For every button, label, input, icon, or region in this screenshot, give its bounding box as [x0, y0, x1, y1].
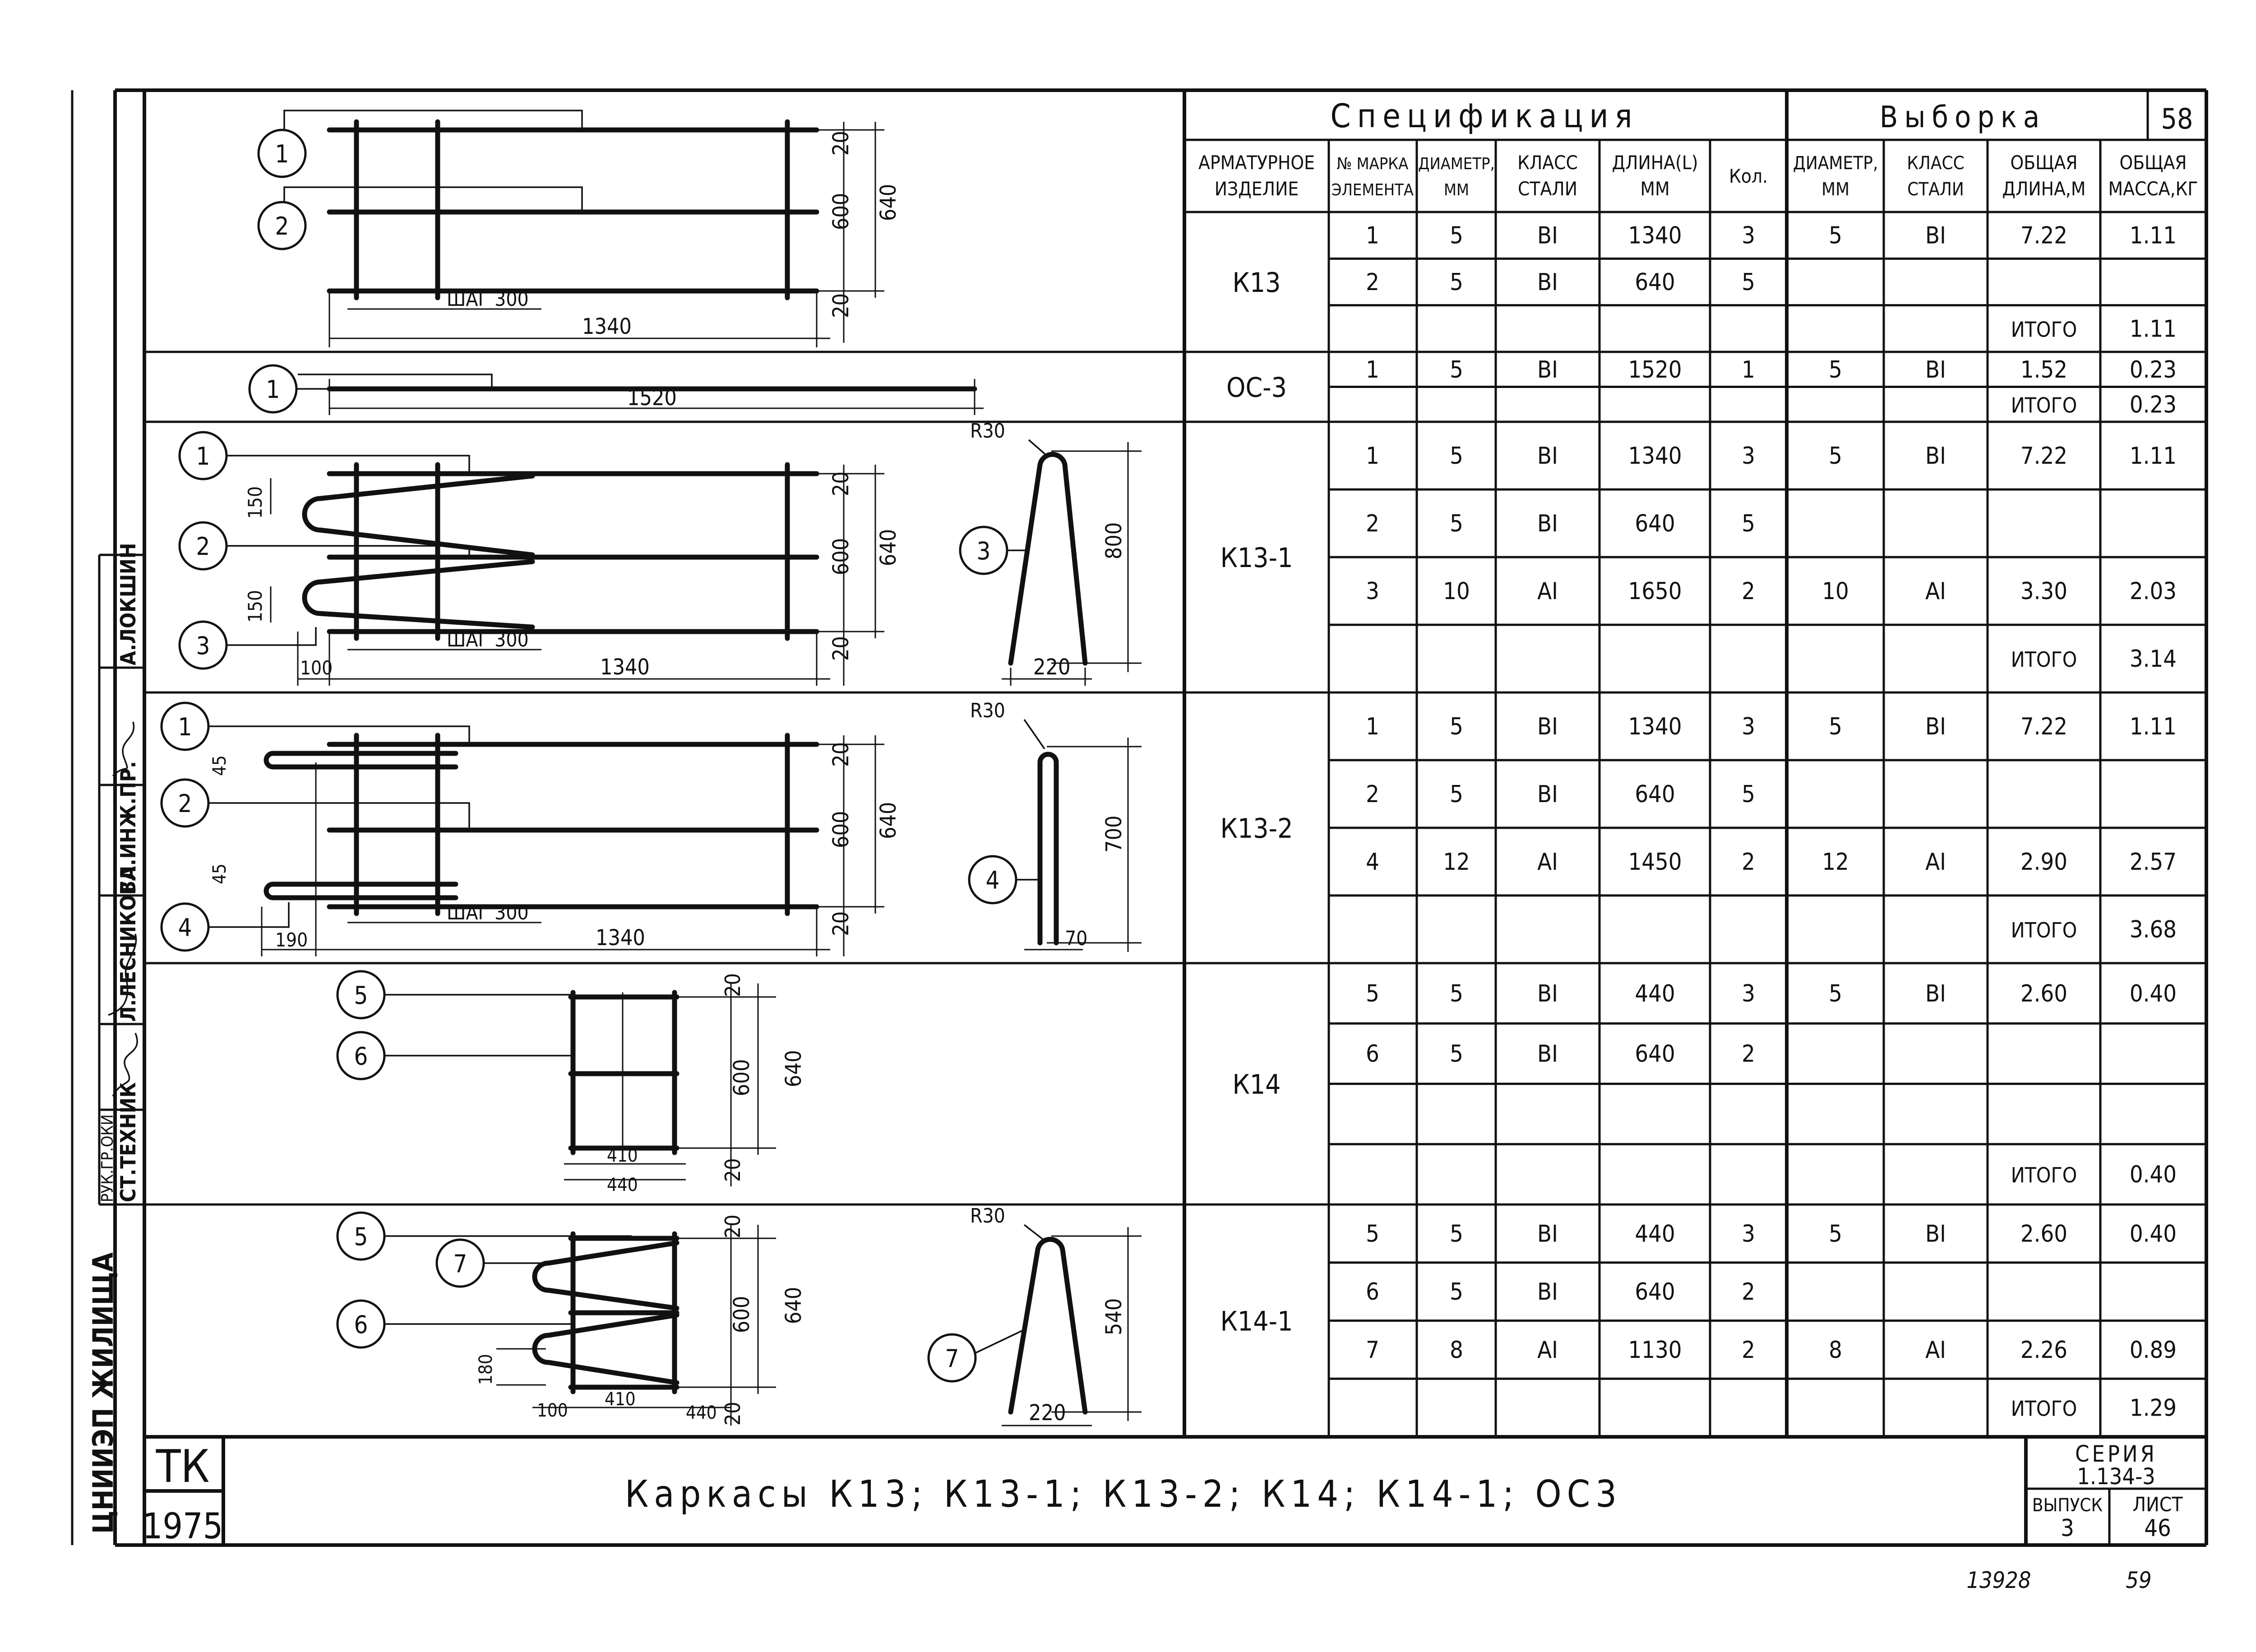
cell-5-0-s_mass: 0.40	[2129, 1220, 2177, 1248]
cell-3-0-len: 1340	[1628, 713, 1682, 740]
cell-3-2-s_len: 2.90	[2020, 849, 2068, 876]
k131-mark-1-label: 1	[196, 442, 210, 471]
cell-3-1-mark: 2	[1366, 781, 1379, 808]
k131-step: ШАГ 300	[447, 628, 529, 651]
stamp-year: 1975	[142, 1506, 223, 1547]
selection-title: Выборка	[1879, 100, 2046, 134]
cell-3-0-s_cls: BI	[1925, 713, 1946, 740]
title-block	[143, 1437, 2206, 1547]
cell-5-2-s_dia: 8	[1829, 1336, 1842, 1364]
drawing-os3	[250, 365, 984, 415]
cell-5-2-dia: 8	[1450, 1336, 1463, 1364]
cell-2-0-qty: 3	[1742, 443, 1755, 470]
cell-0-1-len: 640	[1635, 269, 1675, 296]
cell-4-3-s_mass: 0.40	[2129, 1161, 2177, 1189]
cell-5-2-mark: 7	[1366, 1336, 1379, 1364]
cell-3-0-qty: 3	[1742, 713, 1755, 740]
k132-detail-radius: R30	[970, 699, 1005, 722]
product-name-2: К13-1	[1220, 542, 1293, 574]
k141-hook: 180	[476, 1354, 496, 1385]
cell-2-0-len: 1340	[1628, 443, 1682, 470]
cell-5-0-s_dia: 5	[1829, 1220, 1842, 1248]
spec-header-4-0: ДЛИНА(L)	[1612, 152, 1698, 174]
k131-length: 1340	[600, 655, 650, 680]
k141-outer: 440	[686, 1403, 717, 1423]
spec-header-row	[1198, 152, 2198, 200]
k132-length: 1340	[596, 925, 645, 951]
cell-5-0-len: 440	[1635, 1220, 1675, 1248]
cell-2-2-qty: 2	[1742, 578, 1755, 605]
k132-detail-width: 70	[1065, 927, 1088, 950]
cell-3-2-s_cls: AI	[1925, 849, 1946, 876]
k131-detail-width: 220	[1033, 655, 1071, 680]
cell-4-0-qty: 3	[1742, 980, 1755, 1007]
cell-2-2-dia: 10	[1443, 578, 1470, 605]
stamp-issue: 3	[2061, 1515, 2074, 1542]
cell-1-0-qty: 1	[1742, 356, 1755, 383]
cell-0-0-mark: 1	[1366, 222, 1379, 249]
k132-offset: 190	[275, 929, 308, 951]
cell-2-1-dia: 5	[1450, 510, 1463, 537]
spec-header-0-1: ИЗДЕЛИЕ	[1214, 178, 1299, 200]
cell-2-1-len: 640	[1635, 510, 1675, 537]
cell-4-0-cls: BI	[1537, 980, 1558, 1007]
cell-3-2-dia: 12	[1443, 849, 1470, 876]
cell-2-2-s_len: 3.30	[2020, 578, 2068, 605]
cell-4-0-len: 440	[1635, 980, 1675, 1007]
cell-2-0-dia: 5	[1450, 443, 1463, 470]
footer-inventory: 13928	[1966, 1567, 2031, 1593]
cell-1-0-mark: 1	[1366, 356, 1379, 383]
cell-0-2-s_mass: 1.11	[2129, 315, 2177, 343]
k13-dim-mid: 600	[828, 193, 854, 230]
cell-0-1-qty: 5	[1742, 269, 1755, 296]
cell-3-1-dia: 5	[1450, 781, 1463, 808]
cell-0-0-dia: 5	[1450, 222, 1463, 249]
cell-2-1-cls: BI	[1537, 510, 1558, 537]
cell-5-3-s_mass: 1.29	[2129, 1394, 2177, 1422]
cell-4-0-mark: 5	[1366, 980, 1379, 1007]
cell-2-0-s_len: 7.22	[2020, 443, 2068, 470]
k13-dim-total: 640	[876, 184, 901, 221]
cell-4-3-s_len: ИТОГО	[2011, 1163, 2077, 1188]
product-name-0: К13	[1232, 267, 1281, 299]
k14-inner: 410	[607, 1145, 638, 1166]
k131-detail-radius: R30	[970, 420, 1005, 443]
cell-0-2-s_len: ИТОГО	[2011, 317, 2077, 342]
spec-header-5-0: Кол.	[1729, 165, 1768, 187]
cell-2-0-s_cls: BI	[1925, 443, 1946, 470]
spec-header-3-1: СТАЛИ	[1518, 178, 1577, 200]
cell-2-2-s_cls: AI	[1925, 578, 1946, 605]
k141-dim-mid: 600	[729, 1296, 754, 1333]
cell-2-2-s_mass: 2.03	[2129, 578, 2177, 605]
k131-dim-top: 20	[828, 471, 854, 496]
sidebar-role-2: ГЛ.ИНЖ.ПР.	[116, 761, 140, 893]
k13-mark-2-label: 2	[275, 212, 289, 240]
product-name-4: К14	[1232, 1069, 1281, 1101]
k132-hook-1: 45	[209, 755, 230, 776]
spec-table-body	[1220, 222, 2177, 1422]
cell-1-0-cls: BI	[1537, 356, 1558, 383]
spec-header-2-0: ДИАМЕТР,	[1418, 155, 1495, 173]
k132-dim-top: 20	[828, 742, 854, 767]
k141-mark-7-label: 7	[453, 1250, 467, 1278]
cell-1-1-s_mass: 0.23	[2129, 391, 2177, 419]
stamp-series: 1.134-3	[2077, 1463, 2155, 1490]
k141-inner: 410	[605, 1389, 636, 1410]
k14-dim-total: 640	[781, 1050, 806, 1087]
cell-1-0-s_mass: 0.23	[2129, 356, 2177, 383]
sidebar-role-1: СТ.ТЕХНИК	[116, 1082, 140, 1202]
k141-detail-width: 220	[1029, 1400, 1066, 1426]
drawing-k14	[337, 971, 806, 1195]
stamp-series-label: СЕРИЯ	[2075, 1441, 2157, 1467]
cell-3-2-s_mass: 2.57	[2129, 849, 2177, 876]
cell-5-0-mark: 5	[1366, 1220, 1379, 1248]
k131-dim-total: 640	[876, 529, 901, 566]
cell-5-0-cls: BI	[1537, 1220, 1558, 1248]
stamp-sheet-label: ЛИСТ	[2132, 1493, 2183, 1516]
k13-mark-1-label: 1	[275, 140, 289, 168]
cell-2-1-mark: 2	[1366, 510, 1379, 537]
k13-dim-bot: 20	[828, 293, 854, 318]
cell-5-0-s_len: 2.60	[2020, 1220, 2068, 1248]
cell-0-0-cls: BI	[1537, 222, 1558, 249]
k132-dim-mid: 600	[828, 811, 854, 848]
cell-3-3-s_len: ИТОГО	[2011, 918, 2077, 942]
os3-length: 1520	[627, 385, 677, 411]
spec-header-4-1: ММ	[1640, 178, 1670, 200]
stamp-org: ТК	[156, 1440, 210, 1493]
cell-0-0-qty: 3	[1742, 222, 1755, 249]
product-name-1: ОС-3	[1226, 372, 1287, 404]
k131-mark-3-label: 3	[196, 632, 210, 660]
k13-dim-top: 20	[828, 131, 854, 156]
k141-detail-mark-label: 7	[945, 1344, 959, 1373]
k131-hook-1: 150	[244, 486, 266, 519]
cell-5-2-s_cls: AI	[1925, 1336, 1946, 1364]
cell-0-1-mark: 2	[1366, 269, 1379, 296]
k14-dim-top: 20	[721, 973, 745, 997]
k131-dim-mid: 600	[828, 538, 854, 575]
k141-mark-6-label: 6	[354, 1311, 368, 1339]
cell-3-0-s_dia: 5	[1829, 713, 1842, 740]
cell-3-2-mark: 4	[1366, 849, 1379, 876]
cell-3-0-mark: 1	[1366, 713, 1379, 740]
cell-5-0-qty: 3	[1742, 1220, 1755, 1248]
k14-dim-bot: 20	[721, 1158, 745, 1182]
cell-0-0-s_mass: 1.11	[2129, 222, 2177, 249]
cell-2-3-s_len: ИТОГО	[2011, 647, 2077, 672]
cell-4-1-dia: 5	[1450, 1040, 1463, 1068]
cell-2-2-mark: 3	[1366, 578, 1379, 605]
cell-5-1-cls: BI	[1537, 1278, 1558, 1306]
cell-3-0-s_len: 7.22	[2020, 713, 2068, 740]
cell-3-3-s_mass: 3.68	[2129, 916, 2177, 943]
sel-header-1-0: КЛАСС	[1907, 153, 1965, 174]
stamp-issue-label: ВЫПУСК	[2032, 1495, 2103, 1516]
drawing-k13	[259, 111, 901, 347]
cell-0-0-s_len: 7.22	[2020, 222, 2068, 249]
cell-5-3-s_len: ИТОГО	[2011, 1396, 2077, 1421]
cell-3-2-qty: 2	[1742, 849, 1755, 876]
sel-header-0-1: ММ	[1821, 179, 1850, 200]
cell-1-0-s_len: 1.52	[2020, 356, 2068, 383]
cell-3-1-cls: BI	[1537, 781, 1558, 808]
product-name-3: К13-2	[1220, 813, 1293, 844]
spec-header-1-1: ЭЛЕМЕНТА	[1331, 181, 1414, 199]
k131-dim-bot: 20	[828, 636, 854, 661]
k14-outer: 440	[607, 1175, 638, 1195]
cell-3-2-s_dia: 12	[1822, 849, 1849, 876]
cell-5-1-qty: 2	[1742, 1278, 1755, 1306]
spec-header-3-0: КЛАСС	[1517, 152, 1578, 174]
cell-3-1-qty: 5	[1742, 781, 1755, 808]
cell-5-0-s_cls: BI	[1925, 1220, 1946, 1248]
cell-4-1-qty: 2	[1742, 1040, 1755, 1068]
sidebar-name-1: Л.ЛЕСНИКОВА	[116, 866, 140, 1022]
cell-0-0-len: 1340	[1628, 222, 1682, 249]
k13-length: 1340	[582, 314, 632, 339]
k132-dim-total: 640	[876, 802, 901, 839]
cell-2-0-s_dia: 5	[1829, 443, 1842, 470]
k141-detail-radius: R30	[970, 1204, 1005, 1227]
stamp-title: Каркасы К13; К13-1; К13-2; К14; К14-1; ОС3	[624, 1473, 1623, 1516]
k141-detail-height: 540	[1101, 1298, 1127, 1335]
k132-dim-bot: 20	[828, 911, 854, 936]
k132-detail-mark-label: 4	[985, 866, 1000, 895]
footer-page: 59	[2126, 1567, 2152, 1593]
drawing-k13-2	[162, 699, 1142, 956]
k141-dim-total: 640	[781, 1287, 806, 1324]
sel-header-2-1: ДЛИНА,М	[2002, 178, 2086, 200]
cell-4-0-s_len: 2.60	[2020, 980, 2068, 1007]
sidebar-name-2: А.ЛОКШИН	[116, 543, 140, 665]
cell-5-2-qty: 2	[1742, 1336, 1755, 1364]
cell-5-2-s_len: 2.26	[2020, 1336, 2068, 1364]
cell-1-1-s_len: ИТОГО	[2011, 393, 2077, 418]
k14-mark-6-label: 6	[354, 1042, 368, 1071]
k131-detail-mark-label: 3	[976, 537, 991, 565]
os3-mark-1-label: 1	[266, 375, 280, 404]
sel-header-0-0: ДИАМЕТР,	[1793, 153, 1878, 174]
spec-header-1-0: № МАРКА	[1336, 155, 1409, 173]
spec-header-2-1: ММ	[1444, 181, 1469, 199]
k13-step: ШАГ 300	[447, 288, 529, 311]
cell-4-0-s_mass: 0.40	[2129, 980, 2177, 1007]
k132-hook-2: 45	[209, 863, 230, 884]
spec-title: Спецификация	[1330, 97, 1639, 135]
stamp-sheet: 46	[2144, 1515, 2171, 1542]
cell-2-2-s_dia: 10	[1822, 578, 1849, 605]
sidebar-org: ЦНИИЭП ЖИЛИЩА	[87, 1252, 120, 1534]
cell-0-1-dia: 5	[1450, 269, 1463, 296]
drawing-k14-1	[337, 1204, 1142, 1426]
k131-mark-2-label: 2	[196, 532, 210, 561]
k132-detail-height: 700	[1101, 815, 1127, 853]
sel-header-3-0: ОБЩАЯ	[2119, 152, 2187, 174]
k14-mark-5-label: 5	[354, 981, 368, 1010]
cell-2-0-cls: BI	[1537, 443, 1558, 470]
cell-3-0-dia: 5	[1450, 713, 1463, 740]
cell-5-1-len: 640	[1635, 1278, 1675, 1306]
sel-header-3-1: МАССА,КГ	[2108, 178, 2198, 200]
cell-5-0-dia: 5	[1450, 1220, 1463, 1248]
cell-4-1-cls: BI	[1537, 1040, 1558, 1068]
cell-2-3-s_mass: 3.14	[2129, 646, 2177, 673]
k141-offset: 100	[537, 1400, 568, 1421]
cell-4-0-s_dia: 5	[1829, 980, 1842, 1007]
k131-offset: 100	[300, 657, 333, 679]
k141-dim-top: 20	[721, 1214, 745, 1238]
cell-5-2-s_mass: 0.89	[2129, 1336, 2177, 1364]
k14-dim-mid: 600	[729, 1059, 754, 1096]
cell-5-2-cls: AI	[1537, 1336, 1558, 1364]
cell-4-0-dia: 5	[1450, 980, 1463, 1007]
cell-3-2-len: 1450	[1628, 849, 1682, 876]
k131-detail-height: 800	[1101, 522, 1127, 559]
cell-5-1-dia: 5	[1450, 1278, 1463, 1306]
k132-mark-2-label: 2	[178, 789, 192, 818]
sheet-top-number: 58	[2161, 102, 2193, 135]
drawing-k13-1	[180, 420, 1142, 686]
k132-mark-4-label: 4	[178, 914, 192, 942]
sel-header-1-1: СТАЛИ	[1907, 179, 1964, 200]
cell-4-1-mark: 6	[1366, 1040, 1379, 1068]
k141-mark-5-label: 5	[354, 1223, 368, 1251]
cell-2-0-s_mass: 1.11	[2129, 443, 2177, 470]
sel-header-2-0: ОБЩАЯ	[2010, 152, 2078, 174]
cell-1-0-s_cls: BI	[1925, 356, 1946, 383]
cell-2-2-cls: AI	[1537, 578, 1558, 605]
cell-0-0-s_cls: BI	[1925, 222, 1946, 249]
cell-3-0-cls: BI	[1537, 713, 1558, 740]
k141-dim-bot: 20	[721, 1402, 745, 1426]
cell-0-0-s_dia: 5	[1829, 222, 1842, 249]
cell-4-0-s_cls: BI	[1925, 980, 1946, 1007]
cell-0-1-cls: BI	[1537, 269, 1558, 296]
sidebar-role-3: РУК.ГР.ОКИ	[98, 1114, 117, 1202]
cell-1-0-dia: 5	[1450, 356, 1463, 383]
k132-step: ШАГ 300	[447, 901, 529, 924]
k132-mark-1-label: 1	[178, 713, 192, 741]
cell-2-0-mark: 1	[1366, 443, 1379, 470]
cell-3-1-len: 640	[1635, 781, 1675, 808]
cell-5-1-mark: 6	[1366, 1278, 1379, 1306]
cell-3-0-s_mass: 1.11	[2129, 713, 2177, 740]
cell-1-0-len: 1520	[1628, 356, 1682, 383]
k131-hook-2: 150	[244, 590, 266, 623]
cell-2-2-len: 1650	[1628, 578, 1682, 605]
cell-4-1-len: 640	[1635, 1040, 1675, 1068]
cell-1-0-s_dia: 5	[1829, 356, 1842, 383]
product-name-5: К14-1	[1220, 1306, 1293, 1338]
cell-2-1-qty: 5	[1742, 510, 1755, 537]
cell-5-2-len: 1130	[1628, 1336, 1682, 1364]
cell-3-2-cls: AI	[1537, 849, 1558, 876]
spec-header-0-0: АРМАТУРНОЕ	[1198, 152, 1315, 174]
